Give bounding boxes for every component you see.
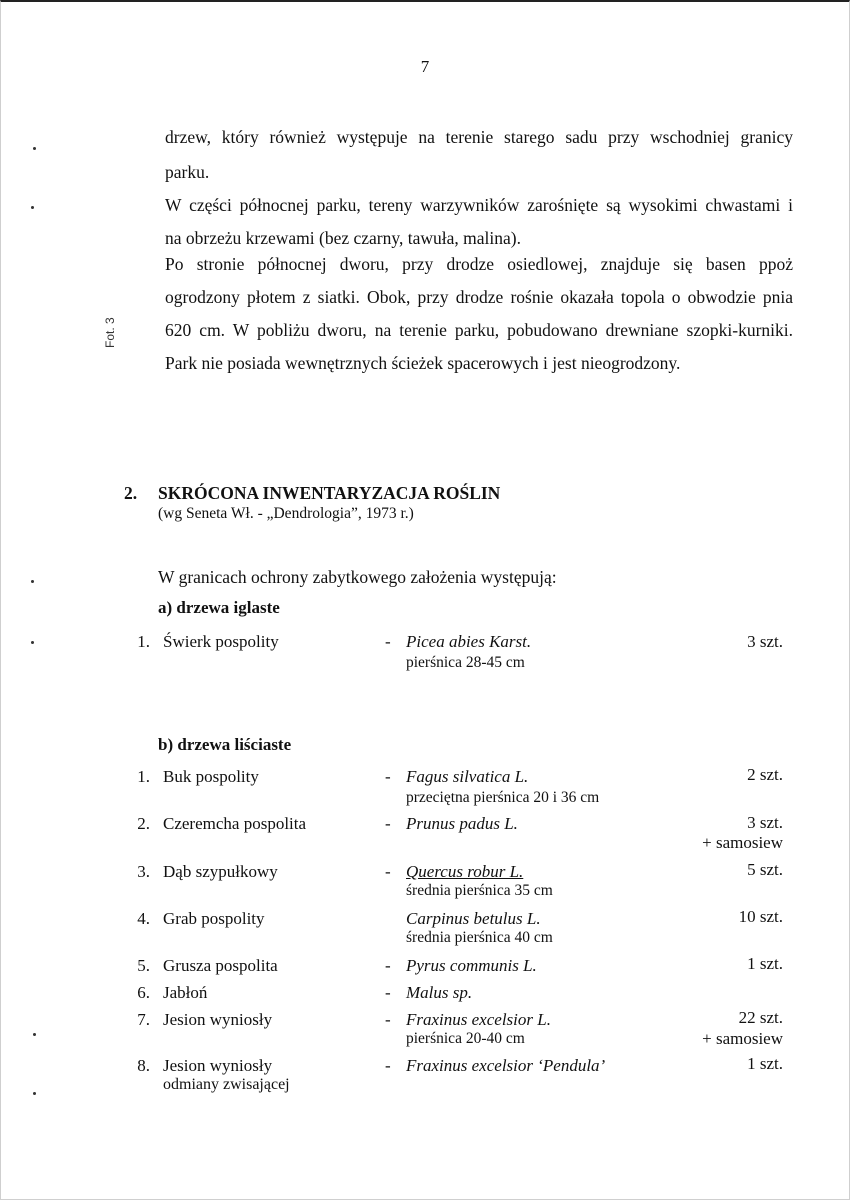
intro-line: drzew, który również występuje na terenie starego sadu przy wschodniej granicy	[165, 127, 793, 147]
intro-line: ogrodzony płotem z siatki. Obok, przy drodze rośnie okazała topola o obwodzie pnia	[165, 287, 793, 307]
item-number: 5.	[137, 956, 150, 975]
item-number: 7.	[137, 1010, 150, 1029]
item-number: 8.	[137, 1056, 150, 1075]
item-quantity-extra: + samosiew	[702, 833, 783, 852]
item-dash: -	[385, 632, 391, 651]
item-quantity: 10 szt.	[738, 907, 783, 926]
photo-reference-label: Fot. 3	[103, 317, 117, 348]
item-latin-name: Fagus silvatica L.	[406, 767, 529, 786]
intro-line: parku.	[165, 162, 210, 182]
section-title: SKRÓCONA INWENTARYZACJA ROŚLIN	[158, 483, 501, 503]
item-number: 3.	[137, 862, 150, 881]
item-latin-name: Prunus padus L.	[406, 814, 518, 833]
item-common-name: Świerk pospolity	[163, 632, 279, 651]
section-number: 2.	[124, 483, 138, 503]
item-common-name: Czeremcha pospolita	[163, 814, 307, 833]
item-quantity: 3 szt.	[747, 813, 783, 832]
scan-dot	[31, 641, 34, 644]
page-number: 7	[420, 57, 430, 76]
scan-dot	[31, 206, 34, 209]
intro-line: Po stronie północnej dworu, przy drodze osiedlowej, znajduje się basen ppoż	[165, 254, 793, 274]
item-dash: -	[385, 814, 391, 833]
conifers-heading: a) drzewa iglaste	[158, 598, 280, 617]
item-quantity: 2 szt.	[747, 765, 783, 784]
item-common-name: Dąb szypułkowy	[163, 862, 278, 881]
scan-dot	[31, 580, 34, 583]
item-common-name-variant: odmiany zwisającej	[163, 1076, 290, 1093]
item-note: przeciętna pierśnica 20 i 36 cm	[406, 789, 600, 806]
item-common-name: Buk pospolity	[163, 767, 259, 786]
item-latin-name: Fraxinus excelsior L.	[406, 1010, 551, 1029]
item-latin-name: Pyrus communis L.	[406, 956, 537, 975]
item-common-name: Grab pospolity	[163, 909, 265, 928]
item-note: pierśnica 28-45 cm	[406, 654, 525, 671]
scan-dot	[33, 1092, 36, 1095]
section-intro: W granicach ochrony zabytkowego założenia występują:	[158, 567, 557, 587]
scan-dot	[33, 1033, 36, 1036]
item-quantity-extra: + samosiew	[702, 1029, 783, 1048]
section-subtitle: (wg Seneta Wł. - „Dendrologia”, 1973 r.)	[158, 505, 414, 522]
scan-dot	[33, 147, 36, 150]
item-number: 4.	[137, 909, 150, 928]
item-number: 6.	[137, 983, 150, 1002]
item-latin-name: Fraxinus excelsior ‘Pendula’	[406, 1056, 606, 1075]
item-number: 2.	[137, 814, 150, 833]
item-latin-name: Picea abies Karst.	[406, 632, 532, 651]
item-quantity: 22 szt.	[738, 1008, 783, 1027]
intro-line: Park nie posiada wewnętrznych ścieżek spacerowych i jest nieogrodzony.	[165, 353, 681, 373]
item-quantity: 1 szt.	[747, 954, 783, 973]
item-note: średnia pierśnica 35 cm	[406, 882, 553, 899]
item-number: 1.	[137, 767, 150, 786]
item-latin-name: Malus sp.	[406, 983, 473, 1002]
item-quantity: 5 szt.	[747, 860, 783, 879]
item-dash: -	[385, 862, 391, 881]
deciduous-heading: b) drzewa liściaste	[158, 735, 292, 754]
item-note: średnia pierśnica 40 cm	[406, 929, 553, 946]
intro-line: 620 cm. W pobliżu dworu, na terenie parku, pobudowano drewniane szopki-kurniki.	[165, 320, 793, 340]
item-dash: -	[385, 983, 391, 1002]
item-number: 1.	[137, 632, 150, 651]
item-dash: -	[385, 1010, 391, 1029]
item-note: pierśnica 20-40 cm	[406, 1030, 525, 1047]
item-dash: -	[385, 767, 391, 786]
item-quantity: 1 szt.	[747, 1054, 783, 1073]
item-common-name: Jesion wyniosły	[163, 1056, 273, 1075]
intro-line: na obrzeżu krzewami (bez czarny, tawuła, malina).	[165, 228, 521, 248]
item-dash: -	[385, 1056, 391, 1075]
item-common-name: Jabłoń	[163, 983, 208, 1002]
item-common-name: Jesion wyniosły	[163, 1010, 273, 1029]
item-quantity: 3 szt.	[747, 632, 783, 651]
item-latin-name: Carpinus betulus L.	[406, 909, 541, 928]
item-common-name: Grusza pospolita	[163, 956, 278, 975]
intro-line: W części północnej parku, tereny warzywników zarośnięte są wysokimi chwastami i	[165, 195, 793, 215]
item-latin-name: Quercus robur L.	[406, 862, 524, 881]
item-dash: -	[385, 956, 391, 975]
